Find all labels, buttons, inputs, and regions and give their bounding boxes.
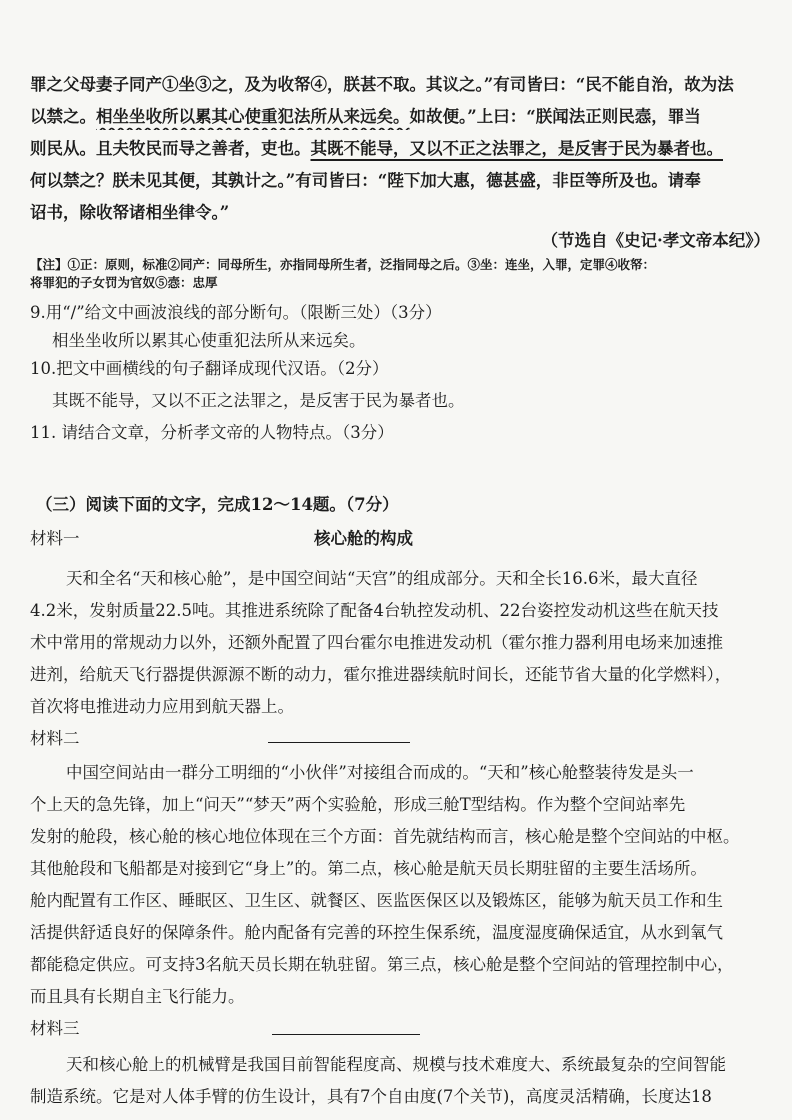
passage-line-1: 罪之父母妻子同产①坐③之，及为收帑④，朕甚不取。其议之。”有司皆曰：“民不能自治，故为法 bbox=[30, 75, 734, 94]
passage-line-2 bbox=[30, 104, 770, 130]
material-2-line-1: 中国空间站由一群分工明细的“小伙伴”对接组合而成的。“天和”核心舱整装待发是头一 bbox=[66, 763, 694, 782]
material-2-title-blank bbox=[268, 742, 410, 743]
material-1-line-3: 术中常用的常规动力以外，还额外配置了四台霍尔电推进发动机（霍尔推力器利用电场来加速推 bbox=[30, 633, 723, 652]
material-2-line-6: 活提供舒适良好的保障条件。舱内配备有完善的环控生保系统，温度湿度确保适宜，从水到氧气 bbox=[30, 923, 723, 942]
material-3-title-blank bbox=[272, 1034, 420, 1035]
material-2-line-8: 而且具有长期自主飞行能力。 bbox=[30, 987, 245, 1006]
wavy-underlined-sentence: 相坐坐收所以累其心使重犯法所从来远矣。 bbox=[96, 107, 410, 126]
passage-line-5: 诏书，除收帑诸相坐律令。” bbox=[30, 203, 230, 222]
footnote-line-1: 【注】①正：原则，标准②同产：同母所生，亦指同母所生者，泛指同母之后。③坐：连坐，入罪，定罪④收帑： bbox=[30, 257, 656, 272]
material-2-label: 材料二 bbox=[30, 729, 80, 748]
material-2-line-5: 舱内配置有工作区、睡眠区、卫生区、就餐区、医监医保区以及锻炼区，能够为航天员工作和生 bbox=[30, 891, 723, 910]
question-9: 9.用“/”给文中画波浪线的部分断句。（限断三处）（3分） bbox=[30, 303, 442, 322]
passage-line-3-start: 则民从。且夫牧民而导之善者，吏也。 bbox=[30, 139, 311, 158]
material-3-line-1: 天和核心舱上的机械臂是我国目前智能程度高、规模与技术难度大、系统最复杂的空间智能 bbox=[66, 1055, 726, 1074]
material-1-title: 核心舱的构成 bbox=[314, 529, 413, 548]
question-11: 11. 请结合文章，分析孝文帝的人物特点。（3分） bbox=[30, 423, 394, 442]
material-2-line-7: 都能稳定供应。可支持3名航天员长期在轨驻留。第三点，核心舱是整个空间站的管理控制中心， bbox=[30, 955, 734, 974]
material-1-label: 材料一 bbox=[30, 529, 80, 548]
material-1-line-5: 首次将电推进动力应用到航天器上。 bbox=[30, 697, 294, 716]
material-2-line-4: 其他舱段和飞船都是对接到它“身上”的。第二点，核心舱是航天员长期驻留的主要生活场所。 bbox=[30, 859, 707, 878]
passage-line-3 bbox=[30, 136, 770, 162]
underlined-sentence: 其既不能导，又以不正之法罪之，是反害于民为暴者也。 bbox=[310, 139, 723, 158]
section-3-heading: （三）阅读下面的文字，完成12～14题。（7分） bbox=[36, 495, 399, 514]
material-1-line-1: 天和全名“天和核心舱”，是中国空间站“天宫”的组成部分。天和全长16.6米，最大直径 bbox=[66, 569, 698, 588]
material-2-line-2: 个上天的急先锋，加上“问天”“梦天”两个实验舱，形成三舱T型结构。作为整个空间站率先 bbox=[30, 795, 686, 814]
question-10: 10.把文中画横线的句子翻译成现代汉语。（2分） bbox=[30, 359, 389, 378]
question-9-sentence: 相坐坐收所以累其心使重犯法所从来远矣。 bbox=[52, 331, 366, 350]
material-2-line-3: 发射的舱段，核心舱的核心地位体现在三个方面：首先就结构而言，核心舱是整个空间站的中枢。 bbox=[30, 827, 740, 846]
passage-source: （节选自《史记·孝文帝本纪》） bbox=[541, 231, 770, 250]
passage-line-2-start: 以禁之。 bbox=[30, 107, 96, 126]
material-3-line-2: 制造系统。它是对人体手臂的仿生设计，具有7个自由度(7个关节)，高度灵活精确，长度达18 bbox=[30, 1087, 712, 1106]
material-1-line-2: 4.2米，发射质量22.5吨。其推进系统除了配备4台轨控发动机、22台姿控发动机这些在航天技 bbox=[30, 601, 719, 620]
passage-line-2-end: 如故便。”上曰：“朕闻法正则民悫，罪当 bbox=[409, 107, 701, 126]
material-3-label: 材料三 bbox=[30, 1019, 80, 1038]
material-1-line-4: 进剂，给航天飞行器提供源源不断的动力，霍尔推进器续航时间长，还能节省大量的化学燃料）， bbox=[30, 665, 732, 684]
footnote-line-2: 将罪犯的子女罚为官奴⑤悫：忠厚 bbox=[30, 275, 218, 290]
question-10-sentence: 其既不能导，又以不正之法罪之，是反害于民为暴者也。 bbox=[52, 391, 465, 410]
passage-line-4: 何以禁之？朕未见其便，其孰计之。”有司皆曰：“陛下加大惠，德甚盛，非臣等所及也。请奉 bbox=[30, 171, 701, 190]
